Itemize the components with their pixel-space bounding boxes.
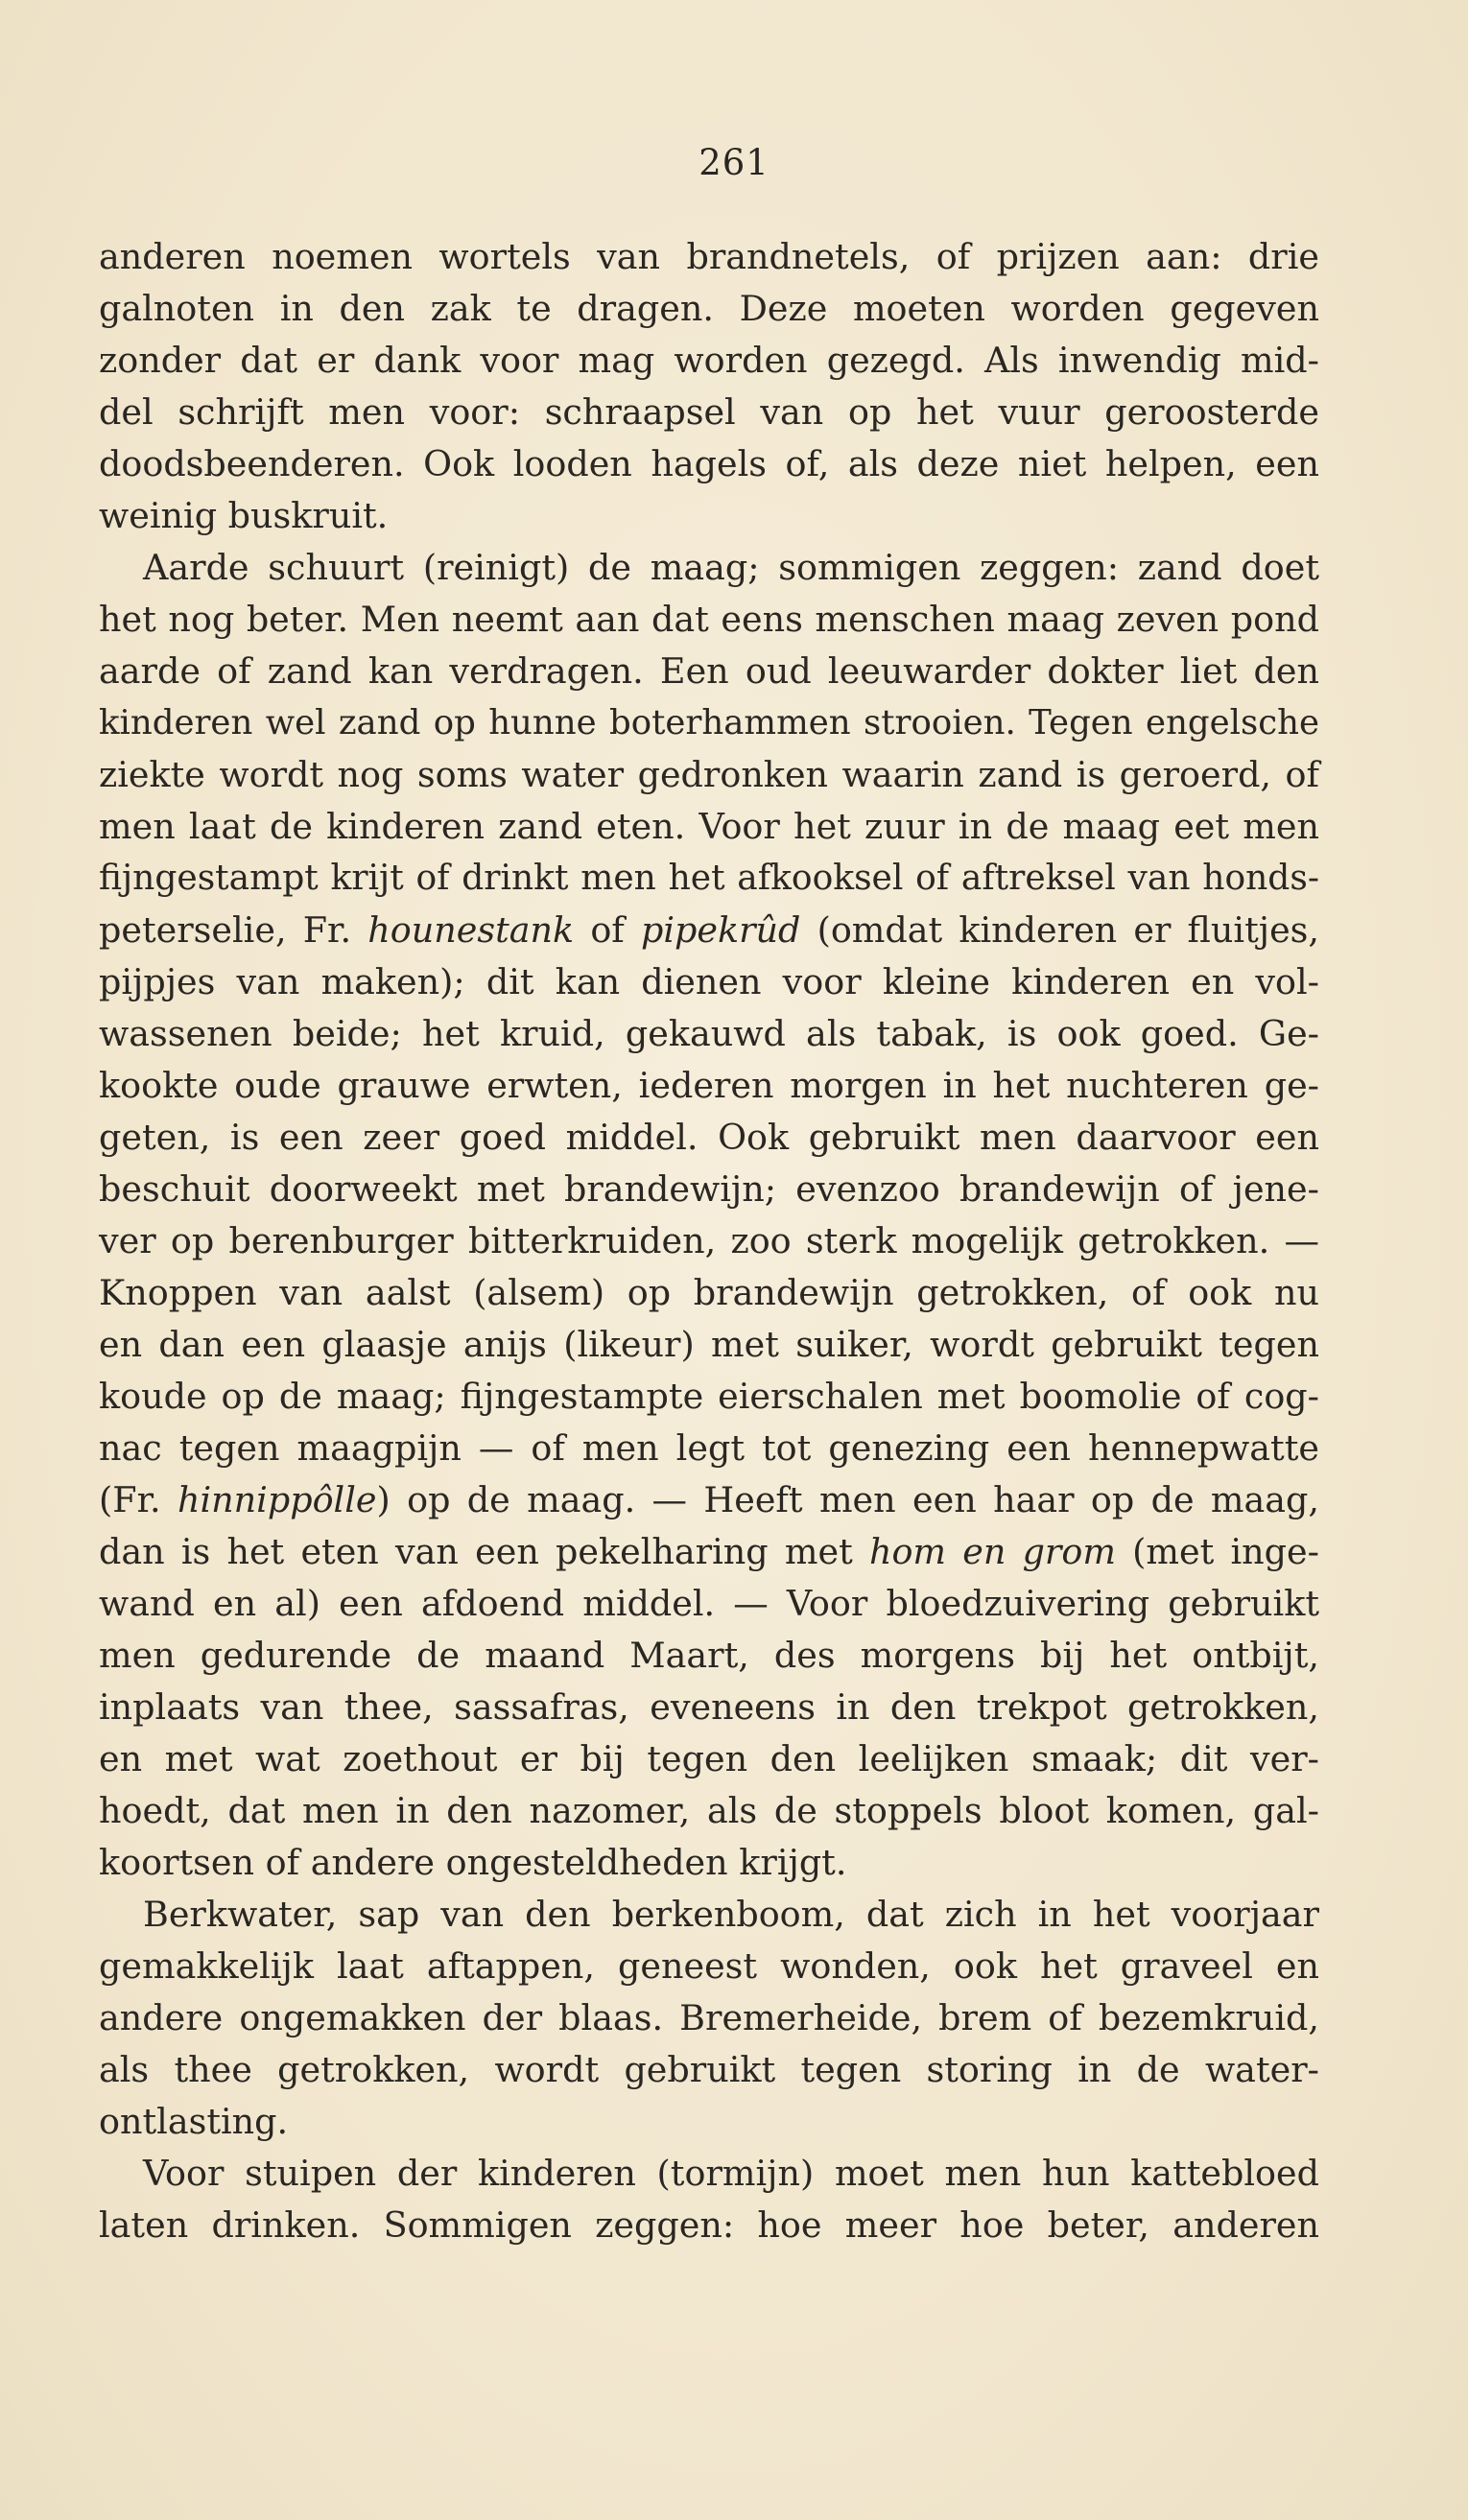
text-segment: peterselie, Fr.: [99, 909, 368, 951]
text-line: koude op de maag; fijngestampte eierschalen met boomolie of cog-: [99, 1376, 1319, 1417]
text-line: gemakkelijk laat aftappen, geneest wonden, ook het graveel en: [99, 1945, 1319, 1987]
text-line: ziekte wordt nog soms water gedronken waarin zand is geroerd, of: [99, 754, 1319, 795]
body-text: [99, 231, 1319, 2251]
text-line: men gedurende de maand Maart, des morgens bij het ontbijt,: [99, 1635, 1319, 1676]
italic-term: hounestank: [367, 909, 575, 951]
text-line: pijpjes van maken); dit kan dienen voor kleine kinderen en vol-: [99, 961, 1319, 1002]
text-line: galnoten in den zak te dragen. Deze moeten worden gegeven: [99, 288, 1319, 329]
text-line: koortsen of andere ongesteldheden krijgt.: [99, 1842, 847, 1883]
text-line-with-italics: [99, 905, 1319, 956]
text-line: aarde of zand kan verdragen. Een oud leeuwarder dokter liet den: [99, 650, 1319, 692]
text-line: zonder dat er dank voor mag worden gezegd. Als inwendig mid-: [99, 340, 1319, 381]
text-segment: (omdat kinderen er fluitjes,: [800, 909, 1319, 951]
text-line: fijngestampt krijt of drinkt men het afkooksel of aftreksel van honds-: [99, 859, 1319, 898]
text-line: andere ongemakken der blaas. Bremerheide, brem of bezemkruid,: [99, 1997, 1319, 2038]
text-line: geten, is een zeer goed middel. Ook gebruikt men daarvoor een: [99, 1117, 1319, 1158]
page-number: 261: [698, 142, 770, 183]
text-segment: ) op de maag. — Heeft men een haar op de maag,: [376, 1479, 1319, 1520]
text-line: Knoppen van aalst (alsem) op brandewijn getrokken, of ook nu: [99, 1272, 1319, 1313]
italic-term: pipekrûd: [640, 909, 801, 951]
text-line: ontlasting.: [99, 2101, 289, 2142]
text-line-with-italics: [99, 1474, 1319, 1526]
text-segment: (Fr.: [99, 1479, 178, 1520]
text-line: ver op berenburger bitterkruiden, zoo sterk mogelijk getrokken. —: [99, 1220, 1319, 1261]
text-line: hoedt, dat men in den nazomer, als de stoppels bloot komen, gal-: [99, 1790, 1319, 1831]
text-segment: dan is het eten van een pekelharing met: [99, 1531, 869, 1572]
text-line: als thee getrokken, wordt gebruikt tegen storing in de water-: [99, 2049, 1319, 2090]
text-line: del schrijft men voor: schraapsel van op het vuur geroosterde: [99, 391, 1319, 433]
italic-term: hom en grom: [868, 1531, 1116, 1572]
text-line: anderen noemen wortels van brandnetels, of prijzen aan: drie: [99, 236, 1319, 277]
text-line: beschuit doorweekt met brandewijn; evenzoo brandewijn of jene-: [99, 1168, 1319, 1210]
italic-term: hinnippôlle: [177, 1479, 377, 1520]
text-line: en met wat zoethout er bij tegen den leelijken smaak; dit ver-: [99, 1738, 1319, 1779]
text-line: wand en al) een afdoend middel. — Voor bloedzuivering gebruikt: [99, 1583, 1319, 1624]
text-line: men laat de kinderen zand eten. Voor het zuur in de maag eet men: [99, 806, 1319, 847]
text-line: Voor stuipen der kinderen (tormijn) moet men hun kattebloed: [143, 2153, 1319, 2194]
text-segment: of: [574, 909, 641, 951]
text-line: inplaats van thee, sassafras, eveneens in den trekpot getrokken,: [99, 1686, 1319, 1728]
text-line: laten drinken. Sommigen zeggen: hoe meer hoe beter, anderen: [99, 2204, 1319, 2246]
text-line: en dan een glaasje anijs (likeur) met suiker, wordt gebruikt tegen: [99, 1324, 1319, 1365]
text-line: het nog beter. Men neemt aan dat eens menschen maag zeven pond: [99, 599, 1319, 640]
text-line: weinig buskruit.: [99, 495, 389, 536]
text-line: doodsbeenderen. Ook looden hagels of, als deze niet helpen, een: [99, 443, 1319, 484]
text-line-with-italics: [99, 1526, 1319, 1578]
text-segment: (met inge-: [1115, 1531, 1319, 1572]
text-line: nac tegen maagpijn — of men legt tot genezing een hennepwatte: [99, 1427, 1319, 1469]
text-line: Aarde schuurt (reinigt) de maag; sommigen zeggen: zand doet: [143, 547, 1319, 588]
text-line: wassenen beide; het kruid, gekauwd als tabak, is ook goed. Ge-: [99, 1013, 1319, 1054]
text-line: kinderen wel zand op hunne boterhammen strooien. Tegen engelsche: [99, 703, 1319, 742]
text-line: Berkwater, sap van den berkenboom, dat zich in het voorjaar: [143, 1894, 1319, 1935]
text-line: kookte oude grauwe erwten, iederen morgen in het nuchteren ge-: [99, 1065, 1319, 1106]
